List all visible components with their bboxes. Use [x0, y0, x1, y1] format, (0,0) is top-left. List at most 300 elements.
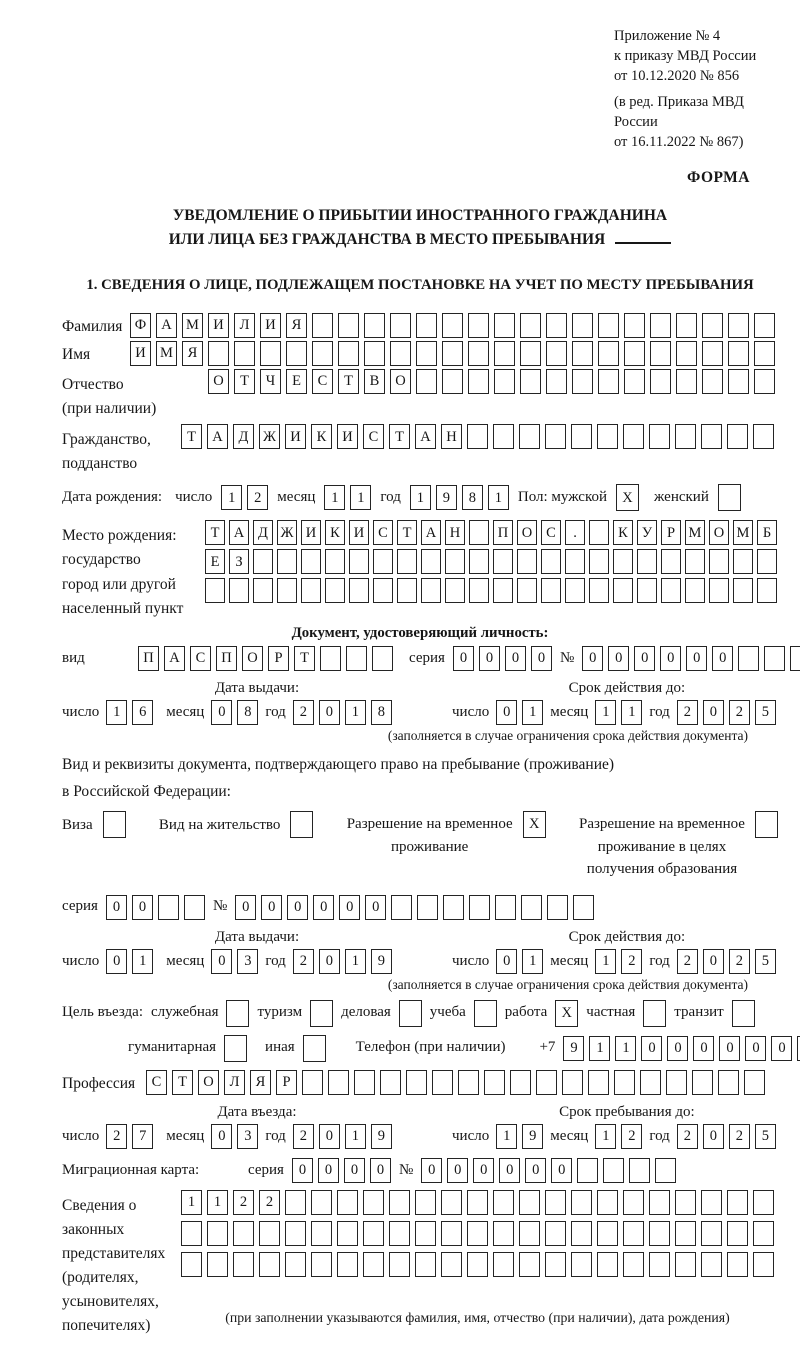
birthplace-row2-cell[interactable]: [685, 549, 705, 574]
phone-input-cell[interactable]: 1: [615, 1036, 636, 1061]
citizenship-input-cell[interactable]: Т: [389, 424, 410, 449]
id-doc-number-input-cell[interactable]: [738, 646, 759, 671]
firstname-input-cell[interactable]: [572, 341, 593, 366]
res-issue-day-input-cell[interactable]: 1: [132, 949, 153, 974]
entry-year-input-cell[interactable]: 1: [345, 1124, 366, 1149]
id-issue-day-input-cell[interactable]: 1: [106, 700, 127, 725]
res-doc-number-input-cell[interactable]: 0: [313, 895, 334, 920]
patronymic-input-cell[interactable]: [702, 369, 723, 394]
profession-input-cell[interactable]: О: [198, 1070, 219, 1095]
patronymic-input-cell[interactable]: О: [390, 369, 411, 394]
representatives-row3-cell[interactable]: [727, 1252, 748, 1277]
id-issue-month-input-cell[interactable]: 0: [211, 700, 232, 725]
res-issue-year-input-cell[interactable]: 2: [293, 949, 314, 974]
patronymic-input-cell[interactable]: С: [312, 369, 333, 394]
id-valid-day-input-cell[interactable]: 1: [522, 700, 543, 725]
surname-input-cell[interactable]: [312, 313, 333, 338]
profession-input-cell[interactable]: [328, 1070, 349, 1095]
res-valid-year-input-cell[interactable]: 5: [755, 949, 776, 974]
representatives-row2-cell[interactable]: [285, 1221, 306, 1246]
birthplace-row3-cell[interactable]: [637, 578, 657, 603]
representatives-row2-cell[interactable]: [727, 1221, 748, 1246]
res-doc-series-input-cell[interactable]: 0: [132, 895, 153, 920]
firstname-input-cell[interactable]: [650, 341, 671, 366]
representatives-row3-cell[interactable]: [389, 1252, 410, 1277]
birth-day-input-cell[interactable]: 2: [247, 485, 268, 510]
res-doc-series-input-cell[interactable]: [158, 895, 179, 920]
birth-year-input-cell[interactable]: 8: [462, 485, 483, 510]
id-valid-month-input-cell[interactable]: 1: [595, 700, 616, 725]
citizenship-input-cell[interactable]: К: [311, 424, 332, 449]
representatives-row1-cell[interactable]: [363, 1190, 384, 1215]
birthplace-row2-cell[interactable]: [253, 549, 273, 574]
representatives-row1-cell[interactable]: [441, 1190, 462, 1215]
birth-year-input-cell[interactable]: 9: [436, 485, 457, 510]
representatives-row1-cell[interactable]: [675, 1190, 696, 1215]
patronymic-input-cell[interactable]: [546, 369, 567, 394]
phone-input-cell[interactable]: 9: [563, 1036, 584, 1061]
firstname-input-cell[interactable]: [312, 341, 333, 366]
surname-input-cell[interactable]: А: [156, 313, 177, 338]
birthplace-row2-cell[interactable]: [541, 549, 561, 574]
id-doc-type-input-cell[interactable]: П: [138, 646, 159, 671]
patronymic-input-cell[interactable]: [572, 369, 593, 394]
stay-day-input-cell[interactable]: 1: [496, 1124, 517, 1149]
res-valid-month-input-cell[interactable]: 2: [621, 949, 642, 974]
birthplace-row1-cell[interactable]: У: [637, 520, 657, 545]
representatives-row3-cell[interactable]: [259, 1252, 280, 1277]
representatives-row1-cell[interactable]: [493, 1190, 514, 1215]
purpose-opt-transit-checkbox-cell[interactable]: [732, 1000, 755, 1027]
profession-input-cell[interactable]: [666, 1070, 687, 1095]
res-valid-day-input-cell[interactable]: 1: [522, 949, 543, 974]
representatives-row2-cell[interactable]: [181, 1221, 202, 1246]
birthplace-row3-cell[interactable]: [205, 578, 225, 603]
id-doc-type-input-cell[interactable]: [346, 646, 367, 671]
profession-input-cell[interactable]: [510, 1070, 531, 1095]
representatives-row3-cell[interactable]: [181, 1252, 202, 1277]
profession-input-cell[interactable]: Я: [250, 1070, 271, 1095]
stay-year-input-cell[interactable]: 5: [755, 1124, 776, 1149]
representatives-row3-cell[interactable]: [207, 1252, 228, 1277]
profession-input-cell[interactable]: [354, 1070, 375, 1095]
citizenship-input-cell[interactable]: [675, 424, 696, 449]
birth-day-input-cell[interactable]: 1: [221, 485, 242, 510]
birthplace-row3-cell[interactable]: [493, 578, 513, 603]
representatives-row3-cell[interactable]: [311, 1252, 332, 1277]
patronymic-input-cell[interactable]: [442, 369, 463, 394]
representatives-row3-cell[interactable]: [285, 1252, 306, 1277]
migration-number-input-cell[interactable]: 0: [551, 1158, 572, 1183]
entry-year-input-cell[interactable]: 9: [371, 1124, 392, 1149]
citizenship-input-cell[interactable]: А: [207, 424, 228, 449]
profession-input-cell[interactable]: С: [146, 1070, 167, 1095]
representatives-row2-cell[interactable]: [753, 1221, 774, 1246]
birthplace-row2-cell[interactable]: [565, 549, 585, 574]
firstname-input-cell[interactable]: [624, 341, 645, 366]
migration-series-input-cell[interactable]: 0: [370, 1158, 391, 1183]
representatives-row2-cell[interactable]: [337, 1221, 358, 1246]
representatives-row2-cell[interactable]: [675, 1221, 696, 1246]
representatives-row1-cell[interactable]: [623, 1190, 644, 1215]
res-valid-year-input-cell[interactable]: 2: [677, 949, 698, 974]
firstname-input-cell[interactable]: М: [156, 341, 177, 366]
profession-input-cell[interactable]: Л: [224, 1070, 245, 1095]
id-doc-number-input-cell[interactable]: 0: [686, 646, 707, 671]
representatives-row2-cell[interactable]: [649, 1221, 670, 1246]
birthplace-row1-cell[interactable]: [469, 520, 489, 545]
birthplace-row3-cell[interactable]: [277, 578, 297, 603]
res-doc-number-input-cell[interactable]: [443, 895, 464, 920]
citizenship-input-cell[interactable]: [623, 424, 644, 449]
surname-input-cell[interactable]: Я: [286, 313, 307, 338]
representatives-row1-cell[interactable]: 1: [181, 1190, 202, 1215]
birthplace-row1-cell[interactable]: Д: [253, 520, 273, 545]
firstname-input-cell[interactable]: [442, 341, 463, 366]
representatives-row1-cell[interactable]: [337, 1190, 358, 1215]
patronymic-input-cell[interactable]: Ч: [260, 369, 281, 394]
birthplace-row1-cell[interactable]: М: [685, 520, 705, 545]
firstname-input-cell[interactable]: [598, 341, 619, 366]
res-valid-month-input-cell[interactable]: 1: [595, 949, 616, 974]
id-doc-number-input-cell[interactable]: [764, 646, 785, 671]
representatives-row2-cell[interactable]: [519, 1221, 540, 1246]
birthplace-row2-cell[interactable]: [733, 549, 753, 574]
res-doc-number-input-cell[interactable]: 0: [261, 895, 282, 920]
birthplace-row3-cell[interactable]: [661, 578, 681, 603]
surname-input-cell[interactable]: [546, 313, 567, 338]
citizenship-input-cell[interactable]: [571, 424, 592, 449]
surname-input-cell[interactable]: [338, 313, 359, 338]
representatives-row3-cell[interactable]: [597, 1252, 618, 1277]
citizenship-input-cell[interactable]: Ж: [259, 424, 280, 449]
id-issue-year-input-cell[interactable]: 8: [371, 700, 392, 725]
firstname-input-cell[interactable]: [390, 341, 411, 366]
representatives-row1-cell[interactable]: [519, 1190, 540, 1215]
profession-input-cell[interactable]: [458, 1070, 479, 1095]
representatives-row2-cell[interactable]: [571, 1221, 592, 1246]
patronymic-input-cell[interactable]: Т: [338, 369, 359, 394]
patronymic-input-cell[interactable]: [650, 369, 671, 394]
citizenship-input-cell[interactable]: Н: [441, 424, 462, 449]
birthplace-row2-cell[interactable]: [517, 549, 537, 574]
profession-input-cell[interactable]: Р: [276, 1070, 297, 1095]
surname-input-cell[interactable]: [754, 313, 775, 338]
entry-day-input-cell[interactable]: 7: [132, 1124, 153, 1149]
birthplace-row1-cell[interactable]: [589, 520, 609, 545]
birthplace-row3-cell[interactable]: [445, 578, 465, 603]
representatives-row3-cell[interactable]: [753, 1252, 774, 1277]
migration-number-input-cell[interactable]: 0: [447, 1158, 468, 1183]
citizenship-input-cell[interactable]: [545, 424, 566, 449]
res-doc-number-input-cell[interactable]: [469, 895, 490, 920]
birthplace-row2-cell[interactable]: [589, 549, 609, 574]
birthplace-row2-cell[interactable]: Е: [205, 549, 225, 574]
birthplace-row3-cell[interactable]: [397, 578, 417, 603]
birthplace-row2-cell[interactable]: [613, 549, 633, 574]
representatives-row3-cell[interactable]: [467, 1252, 488, 1277]
profession-input-cell[interactable]: [744, 1070, 765, 1095]
representatives-row1-cell[interactable]: 2: [233, 1190, 254, 1215]
birthplace-row1-cell[interactable]: К: [325, 520, 345, 545]
representatives-row3-cell[interactable]: [649, 1252, 670, 1277]
id-valid-year-input-cell[interactable]: 5: [755, 700, 776, 725]
id-valid-month-input-cell[interactable]: 1: [621, 700, 642, 725]
representatives-row2-cell[interactable]: [493, 1221, 514, 1246]
representatives-row1-cell[interactable]: 2: [259, 1190, 280, 1215]
res-doc-number-input-cell[interactable]: 0: [365, 895, 386, 920]
citizenship-input-cell[interactable]: И: [285, 424, 306, 449]
purpose-opt-humanitarian-checkbox-cell[interactable]: [224, 1035, 247, 1062]
birthplace-row3-cell[interactable]: [253, 578, 273, 603]
entry-day-input-cell[interactable]: 2: [106, 1124, 127, 1149]
id-valid-day-input-cell[interactable]: 0: [496, 700, 517, 725]
citizenship-input-cell[interactable]: А: [415, 424, 436, 449]
citizenship-input-cell[interactable]: С: [363, 424, 384, 449]
migration-number-input-cell[interactable]: [577, 1158, 598, 1183]
phone-input-cell[interactable]: 0: [693, 1036, 714, 1061]
patronymic-input-cell[interactable]: [416, 369, 437, 394]
id-issue-year-input-cell[interactable]: 1: [345, 700, 366, 725]
res-doc-number-input-cell[interactable]: [573, 895, 594, 920]
purpose-opt-other-checkbox-cell[interactable]: [303, 1035, 326, 1062]
representatives-row3-cell[interactable]: [337, 1252, 358, 1277]
id-doc-number-input-cell[interactable]: [790, 646, 800, 671]
birthplace-row1-cell[interactable]: .: [565, 520, 585, 545]
edu-residence-checkbox-cell[interactable]: [755, 811, 778, 838]
phone-input-cell[interactable]: 0: [719, 1036, 740, 1061]
representatives-row2-cell[interactable]: [701, 1221, 722, 1246]
id-issue-year-input-cell[interactable]: 0: [319, 700, 340, 725]
representatives-row2-cell[interactable]: [207, 1221, 228, 1246]
phone-input-cell[interactable]: 1: [589, 1036, 610, 1061]
birthplace-row1-cell[interactable]: О: [709, 520, 729, 545]
representatives-row2-cell[interactable]: [389, 1221, 410, 1246]
migration-series-input-cell[interactable]: 0: [344, 1158, 365, 1183]
id-doc-series-input-cell[interactable]: 0: [479, 646, 500, 671]
res-doc-series-input-cell[interactable]: 0: [106, 895, 127, 920]
birthplace-row3-cell[interactable]: [685, 578, 705, 603]
birthplace-row3-cell[interactable]: [613, 578, 633, 603]
representatives-row1-cell[interactable]: [415, 1190, 436, 1215]
representatives-row1-cell[interactable]: [571, 1190, 592, 1215]
citizenship-input-cell[interactable]: [493, 424, 514, 449]
firstname-input-cell[interactable]: [234, 341, 255, 366]
firstname-input-cell[interactable]: [754, 341, 775, 366]
stay-month-input-cell[interactable]: 1: [595, 1124, 616, 1149]
id-doc-series-input-cell[interactable]: 0: [531, 646, 552, 671]
birthplace-row1-cell[interactable]: И: [301, 520, 321, 545]
id-issue-month-input-cell[interactable]: 8: [237, 700, 258, 725]
gender-male-checkbox-cell[interactable]: X: [616, 484, 639, 511]
res-doc-number-input-cell[interactable]: [495, 895, 516, 920]
purpose-opt-commercial-checkbox-cell[interactable]: [399, 1000, 422, 1027]
surname-input-cell[interactable]: [468, 313, 489, 338]
firstname-input-cell[interactable]: Я: [182, 341, 203, 366]
phone-input-cell[interactable]: 0: [641, 1036, 662, 1061]
res-valid-year-input-cell[interactable]: 2: [729, 949, 750, 974]
id-doc-type-input-cell[interactable]: П: [216, 646, 237, 671]
representatives-row1-cell[interactable]: [597, 1190, 618, 1215]
birthplace-row3-cell[interactable]: [373, 578, 393, 603]
firstname-input-cell[interactable]: [338, 341, 359, 366]
id-doc-number-input-cell[interactable]: 0: [712, 646, 733, 671]
id-doc-type-input-cell[interactable]: С: [190, 646, 211, 671]
surname-input-cell[interactable]: [598, 313, 619, 338]
surname-input-cell[interactable]: [416, 313, 437, 338]
birthplace-row1-cell[interactable]: М: [733, 520, 753, 545]
id-doc-type-input-cell[interactable]: [372, 646, 393, 671]
representatives-row2-cell[interactable]: [259, 1221, 280, 1246]
representatives-row2-cell[interactable]: [363, 1221, 384, 1246]
id-doc-number-input-cell[interactable]: 0: [660, 646, 681, 671]
firstname-input-cell[interactable]: [260, 341, 281, 366]
firstname-input-cell[interactable]: [546, 341, 567, 366]
representatives-row3-cell[interactable]: [493, 1252, 514, 1277]
phone-input-cell[interactable]: 0: [771, 1036, 792, 1061]
surname-input-cell[interactable]: [728, 313, 749, 338]
entry-year-input-cell[interactable]: 2: [293, 1124, 314, 1149]
representatives-row2-cell[interactable]: [545, 1221, 566, 1246]
res-doc-number-input-cell[interactable]: 0: [339, 895, 360, 920]
id-doc-number-input-cell[interactable]: 0: [634, 646, 655, 671]
migration-number-input-cell[interactable]: [629, 1158, 650, 1183]
purpose-opt-business-checkbox-cell[interactable]: [226, 1000, 249, 1027]
firstname-input-cell[interactable]: [364, 341, 385, 366]
res-doc-number-input-cell[interactable]: 0: [287, 895, 308, 920]
birthplace-row3-cell[interactable]: [349, 578, 369, 603]
citizenship-input-cell[interactable]: [649, 424, 670, 449]
birthplace-row1-cell[interactable]: Б: [757, 520, 777, 545]
migration-number-input-cell[interactable]: 0: [473, 1158, 494, 1183]
patronymic-input-cell[interactable]: [728, 369, 749, 394]
birthplace-row3-cell[interactable]: [469, 578, 489, 603]
citizenship-input-cell[interactable]: [753, 424, 774, 449]
representatives-row1-cell[interactable]: 1: [207, 1190, 228, 1215]
profession-input-cell[interactable]: [432, 1070, 453, 1095]
birthplace-row2-cell[interactable]: [757, 549, 777, 574]
stay-year-input-cell[interactable]: 2: [729, 1124, 750, 1149]
profession-input-cell[interactable]: [640, 1070, 661, 1095]
firstname-input-cell[interactable]: [702, 341, 723, 366]
surname-input-cell[interactable]: И: [260, 313, 281, 338]
representatives-row2-cell[interactable]: [597, 1221, 618, 1246]
birthplace-row3-cell[interactable]: [517, 578, 537, 603]
birthplace-row3-cell[interactable]: [421, 578, 441, 603]
representatives-row1-cell[interactable]: [389, 1190, 410, 1215]
entry-month-input-cell[interactable]: 3: [237, 1124, 258, 1149]
entry-month-input-cell[interactable]: 0: [211, 1124, 232, 1149]
id-doc-type-input-cell[interactable]: [320, 646, 341, 671]
birthplace-row1-cell[interactable]: А: [229, 520, 249, 545]
phone-input-cell[interactable]: 0: [745, 1036, 766, 1061]
id-valid-year-input-cell[interactable]: 2: [729, 700, 750, 725]
purpose-opt-study-checkbox-cell[interactable]: [474, 1000, 497, 1027]
birthplace-row2-cell[interactable]: [421, 549, 441, 574]
id-doc-type-input-cell[interactable]: Т: [294, 646, 315, 671]
birthplace-row2-cell[interactable]: [373, 549, 393, 574]
birthplace-row2-cell[interactable]: [661, 549, 681, 574]
id-issue-day-input-cell[interactable]: 6: [132, 700, 153, 725]
representatives-row3-cell[interactable]: [571, 1252, 592, 1277]
representatives-row1-cell[interactable]: [311, 1190, 332, 1215]
birthplace-row2-cell[interactable]: [709, 549, 729, 574]
id-doc-type-input-cell[interactable]: А: [164, 646, 185, 671]
birthplace-row1-cell[interactable]: С: [541, 520, 561, 545]
representatives-row1-cell[interactable]: [753, 1190, 774, 1215]
birthplace-row2-cell[interactable]: [493, 549, 513, 574]
firstname-input-cell[interactable]: [728, 341, 749, 366]
surname-input-cell[interactable]: И: [208, 313, 229, 338]
surname-input-cell[interactable]: Ф: [130, 313, 151, 338]
birthplace-row1-cell[interactable]: П: [493, 520, 513, 545]
patronymic-input-cell[interactable]: Е: [286, 369, 307, 394]
patronymic-input-cell[interactable]: [520, 369, 541, 394]
id-doc-series-input-cell[interactable]: 0: [505, 646, 526, 671]
firstname-input-cell[interactable]: [520, 341, 541, 366]
birth-month-input-cell[interactable]: 1: [324, 485, 345, 510]
stay-year-input-cell[interactable]: 0: [703, 1124, 724, 1149]
id-doc-number-input-cell[interactable]: 0: [582, 646, 603, 671]
profession-input-cell[interactable]: [536, 1070, 557, 1095]
migration-series-input-cell[interactable]: 0: [292, 1158, 313, 1183]
representatives-row3-cell[interactable]: [701, 1252, 722, 1277]
surname-input-cell[interactable]: Л: [234, 313, 255, 338]
birthplace-row3-cell[interactable]: [757, 578, 777, 603]
birthplace-row2-cell[interactable]: [469, 549, 489, 574]
birthplace-row1-cell[interactable]: И: [349, 520, 369, 545]
surname-input-cell[interactable]: [520, 313, 541, 338]
surname-input-cell[interactable]: [442, 313, 463, 338]
birthplace-row1-cell[interactable]: С: [373, 520, 393, 545]
birthplace-row3-cell[interactable]: [733, 578, 753, 603]
representatives-row2-cell[interactable]: [311, 1221, 332, 1246]
representatives-row2-cell[interactable]: [233, 1221, 254, 1246]
patronymic-input-cell[interactable]: [598, 369, 619, 394]
patronymic-input-cell[interactable]: [494, 369, 515, 394]
migration-number-input-cell[interactable]: 0: [421, 1158, 442, 1183]
representatives-row3-cell[interactable]: [675, 1252, 696, 1277]
purpose-opt-tourism-checkbox-cell[interactable]: [310, 1000, 333, 1027]
firstname-input-cell[interactable]: [468, 341, 489, 366]
stay-day-input-cell[interactable]: 9: [522, 1124, 543, 1149]
patronymic-input-cell[interactable]: [624, 369, 645, 394]
migration-number-input-cell[interactable]: 0: [499, 1158, 520, 1183]
res-doc-number-input-cell[interactable]: [521, 895, 542, 920]
birthplace-row1-cell[interactable]: Т: [397, 520, 417, 545]
surname-input-cell[interactable]: [650, 313, 671, 338]
migration-number-input-cell[interactable]: [655, 1158, 676, 1183]
surname-input-cell[interactable]: [676, 313, 697, 338]
citizenship-input-cell[interactable]: [467, 424, 488, 449]
surname-input-cell[interactable]: [494, 313, 515, 338]
gender-female-checkbox-cell[interactable]: [718, 484, 741, 511]
firstname-input-cell[interactable]: И: [130, 341, 151, 366]
birth-year-input-cell[interactable]: 1: [410, 485, 431, 510]
birthplace-row2-cell[interactable]: [349, 549, 369, 574]
surname-input-cell[interactable]: [572, 313, 593, 338]
migration-number-input-cell[interactable]: [603, 1158, 624, 1183]
birthplace-row1-cell[interactable]: К: [613, 520, 633, 545]
surname-input-cell[interactable]: М: [182, 313, 203, 338]
citizenship-input-cell[interactable]: И: [337, 424, 358, 449]
birthplace-row1-cell[interactable]: Т: [205, 520, 225, 545]
res-issue-year-input-cell[interactable]: 9: [371, 949, 392, 974]
birthplace-row2-cell[interactable]: [325, 549, 345, 574]
res-doc-number-input-cell[interactable]: 0: [235, 895, 256, 920]
representatives-row2-cell[interactable]: [623, 1221, 644, 1246]
citizenship-input-cell[interactable]: Д: [233, 424, 254, 449]
